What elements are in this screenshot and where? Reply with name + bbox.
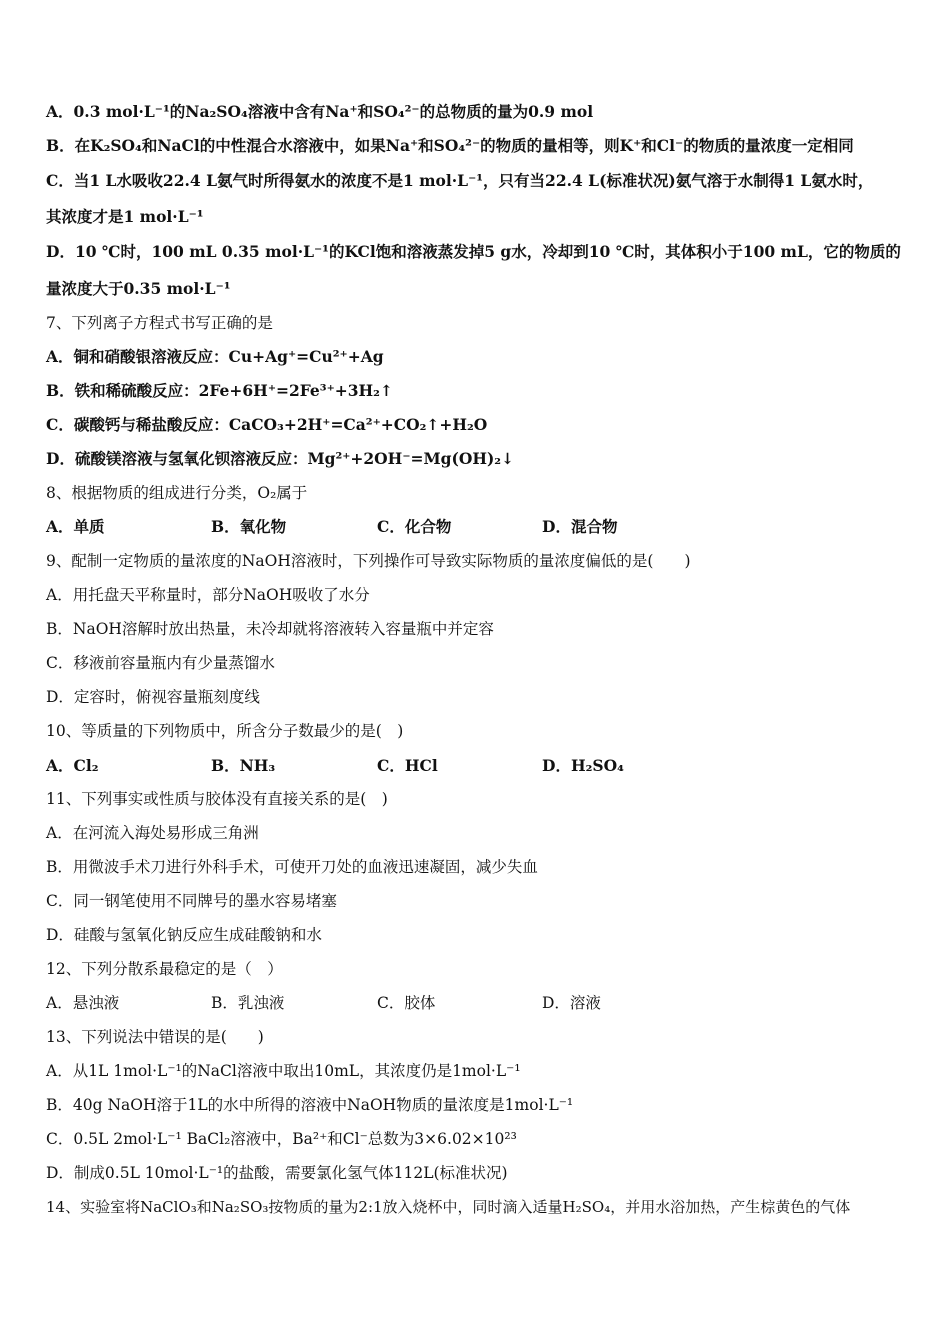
q7-option-a: A．铜和硝酸银溶液反应：Cu+Ag⁺=Cu²⁺+Ag — [46, 347, 384, 366]
q9-stem: 9、配制一定物质的量浓度的NaOH溶液时，下列操作可导致实际物质的量浓度偏低的是( ) — [46, 552, 691, 570]
q12-option-c: C．胶体 — [377, 994, 436, 1012]
q11-option-c: C．同一钢笔使用不同牌号的墨水容易堵塞 — [46, 892, 337, 910]
q10-option-a: A．Cl₂ — [46, 756, 99, 775]
q8-option-b: B．氧化物 — [211, 517, 287, 536]
q6-option-d-line1: D．10 ℃时，100 mL 0.35 mol·L⁻¹的KCl饱和溶液蒸发掉5 g水，冷却到10 ℃时，其体积小于100 mL，它的物质的 — [46, 242, 901, 261]
q7-stem: 7、下列离子方程式书写正确的是 — [46, 314, 273, 332]
q10-option-d: D．H₂SO₄ — [542, 756, 624, 775]
q6-option-b: B．在K₂SO₄和NaCl的中性混合水溶液中，如果Na⁺和SO₄²⁻的物质的量相等，则K⁺和Cl⁻的物质的量浓度一定相同 — [46, 136, 854, 155]
q13-option-d: D．制成0.5L 10mol·L⁻¹的盐酸，需要氯化氢气体112L(标准状况) — [46, 1164, 508, 1182]
q7-option-d: D．硫酸镁溶液与氢氧化钡溶液反应：Mg²⁺+2OH⁻=Mg(OH)₂↓ — [46, 449, 515, 468]
q8-stem: 8、根据物质的组成进行分类，O₂属于 — [46, 484, 308, 502]
q11-stem: 11、下列事实或性质与胶体没有直接关系的是( ) — [46, 790, 388, 808]
q11-option-a: A．在河流入海处易形成三角洲 — [46, 824, 259, 842]
q12-option-b: B．乳浊液 — [211, 994, 285, 1012]
q13-option-b: B．40g NaOH溶于1L的水中所得的溶液中NaOH物质的量浓度是1mol·L⁻¹ — [46, 1096, 574, 1114]
q7-option-b: B．铁和稀硫酸反应：2Fe+6H⁺=2Fe³⁺+3H₂↑ — [46, 381, 393, 400]
q6-option-a: A．0.3 mol·L⁻¹的Na₂SO₄溶液中含有Na⁺和SO₄²⁻的总物质的量为0.9 mol — [46, 102, 594, 121]
q13-option-c: C．0.5L 2mol·L⁻¹ BaCl₂溶液中，Ba²⁺和Cl⁻总数为3×6.02×10²³ — [46, 1130, 517, 1148]
q11-option-d: D．硅酸与氢氧化钠反应生成硅酸钠和水 — [46, 926, 322, 944]
q8-option-c: C．化合物 — [377, 517, 452, 536]
q12-option-a: A．悬浊液 — [46, 994, 120, 1012]
q9-option-b: B．NaOH溶解时放出热量，未冷却就将溶液转入容量瓶中并定容 — [46, 620, 494, 638]
q8-option-d: D．混合物 — [542, 517, 618, 536]
q6-option-c-line1: C．当1 L水吸收22.4 L氨气时所得氨水的浓度不是1 mol·L⁻¹，只有当22.4 L(标准状况)氨气溶于水制得1 L氨水时， — [46, 171, 874, 190]
q7-option-c: C．碳酸钙与稀盐酸反应：CaCO₃+2H⁺=Ca²⁺+CO₂↑+H₂O — [46, 415, 488, 434]
q10-option-b: B．NH₃ — [211, 756, 276, 775]
q12-stem: 12、下列分散系最稳定的是（ ） — [46, 960, 283, 978]
q13-stem: 13、下列说法中错误的是( ) — [46, 1028, 264, 1046]
q9-option-d: D．定容时，俯视容量瓶刻度线 — [46, 688, 260, 706]
q10-stem: 10、等质量的下列物质中，所含分子数最少的是( ) — [46, 722, 404, 740]
q6-option-c-line2: 其浓度才是1 mol·L⁻¹ — [46, 207, 204, 226]
q10-option-c: C．HCl — [377, 756, 438, 775]
q9-option-c: C．移液前容量瓶内有少量蒸馏水 — [46, 654, 275, 672]
q6-option-d-line2: 量浓度大于0.35 mol·L⁻¹ — [46, 279, 231, 298]
q13-option-a: A．从1L 1mol·L⁻¹的NaCl溶液中取出10mL，其浓度仍是1mol·L⁻¹ — [46, 1062, 521, 1080]
q12-option-d: D．溶液 — [542, 994, 601, 1012]
q11-option-b: B．用微波手术刀进行外科手术，可使开刀处的血液迅速凝固，减少失血 — [46, 858, 538, 876]
q9-option-a: A．用托盘天平称量时，部分NaOH吸收了水分 — [46, 586, 370, 604]
q8-option-a: A．单质 — [46, 517, 105, 536]
q14-stem: 14、实验室将NaClO₃和Na₂SO₃按物质的量为2:1放入烧杯中，同时滴入适量H₂SO₄，并用水浴加热，产生棕黄色的气体 — [46, 1198, 851, 1216]
